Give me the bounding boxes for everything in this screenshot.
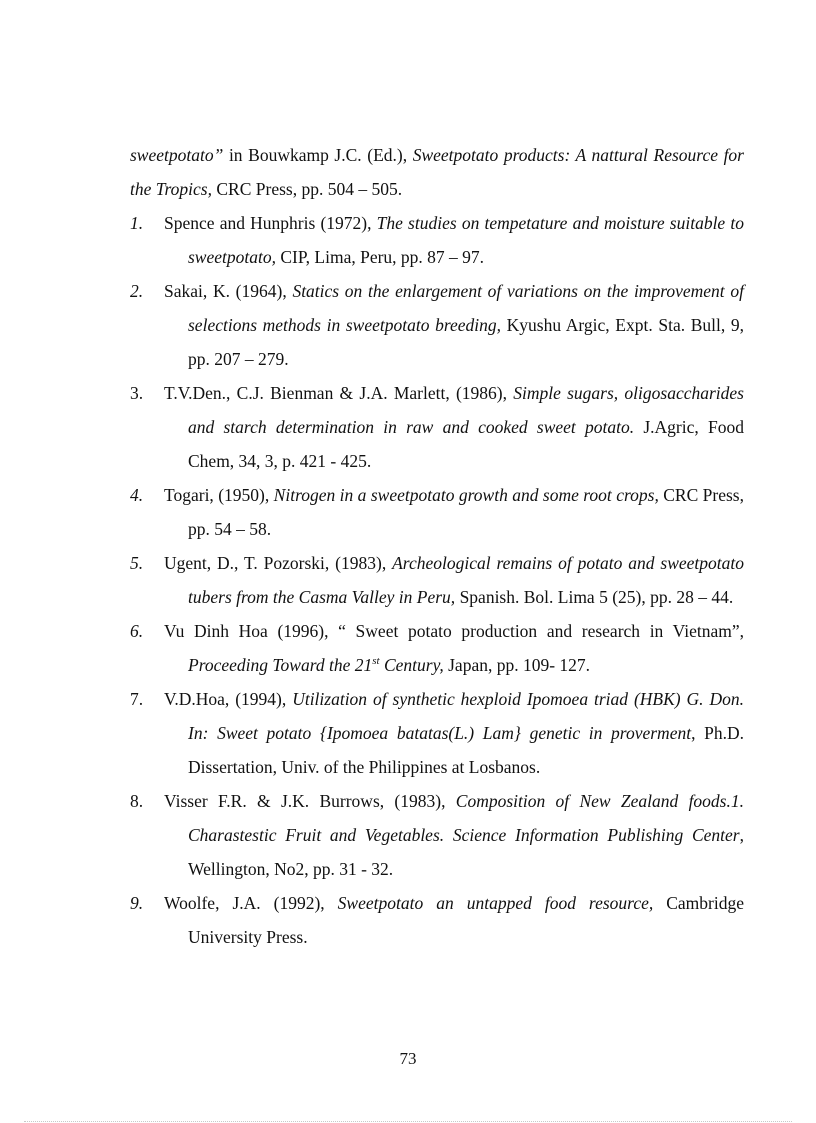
reference-authors: T.V.Den., C.J. Bienman & J.A. Marlett, (1986), [164,383,514,403]
reference-entry-5 [130,546,744,614]
continuation-title-end: sweetpotato” [130,145,224,165]
reference-entry-1 [130,206,744,274]
reference-number: 4. [130,485,144,505]
page-bottom-divider [24,1121,792,1122]
reference-number: 7. [130,689,144,709]
reference-entry-4 [130,478,744,546]
reference-entry-2 [130,274,744,376]
reference-publisher: Spanish. Bol. Lima 5 (25), pp. 28 – 44. [455,587,734,607]
page-number: 73 [399,1049,417,1068]
reference-authors: Togari, (1950), [164,485,274,505]
reference-authors: Spence and Hunphris (1972), [164,213,377,233]
reference-publisher: Japan, pp. 109- 127. [443,655,591,675]
reference-number: 1. [130,213,144,233]
reference-publisher: CRC Press, pp. 54 – 58. [188,485,744,539]
reference-authors: V.D.Hoa, (1994), [164,689,293,709]
reference-number: 5. [130,553,144,573]
continuation-source: Sweetpotato products: A nattural Resource for the Tropics, [130,145,744,199]
continuation-entry [130,138,744,206]
reference-number: 6. [130,621,144,641]
continuation-publisher: CRC Press, pp. 504 – 505. [212,179,403,199]
reference-number: 9. [130,893,144,913]
reference-title: Archeological remains of potato and sweetpotato tubers from the Casma Valley in Peru, [188,553,744,607]
reference-title: Statics on the enlargement of variations on the improvement of selections methods in sweetpotato breeding, [188,281,744,335]
reference-entry-8 [130,784,744,886]
reference-entry-7 [130,682,744,784]
reference-entry-3 [130,376,744,478]
reference-publisher: CIP, Lima, Peru, pp. 87 – 97. [275,247,485,267]
reference-authors: Vu Dinh Hoa (1996), “ Sweet potato production and research in Vietnam”, [164,621,744,641]
reference-number: 2. [130,281,144,301]
reference-title: Nitrogen in a sweetpotato growth and some root crops, [273,485,659,505]
reference-publisher: Cambridge University Press. [188,893,745,947]
reference-title-superscript: st [372,655,380,668]
reference-title: Composition of New Zealand foods.1. Charastestic Fruit and Vegetables. Science Information Publishing Center [188,791,744,845]
reference-publisher: Kyushu Argic, Expt. Sta. Bull, 9, pp. 207 – 279. [188,315,744,369]
reference-authors: Woolfe, J.A. (1992), [164,893,338,913]
reference-publisher: , Wellington, No2, pp. 31 - 32. [188,825,744,879]
reference-title: Sweetpotato an untapped food resource, [337,893,654,913]
reference-publisher: , Ph.D. Dissertation, Univ. of the Philippines at Losbanos. [188,723,744,777]
reference-number: 8. [130,791,144,811]
reference-title: Simple sugars, oligosaccharides and starch determination in raw and cooked sweet potato. [188,383,744,437]
reference-entry-6 [130,614,744,682]
reference-authors: Sakai, K. (1964), [164,281,293,301]
reference-title: The studies on tempetature and moisture suitable to sweetpotato, [188,213,744,267]
reference-number: 3. [130,383,144,403]
reference-entry-9 [130,886,744,954]
reference-title-end: Century, [379,655,444,675]
reference-title: Proceeding Toward the 21 [188,655,373,675]
continuation-text: in Bouwkamp J.C. (Ed.), [223,145,413,165]
reference-authors: Ugent, D., T. Pozorski, (1983), [164,553,393,573]
reference-authors: Visser F.R. & J.K. Burrows, (1983), [164,791,456,811]
references-list [130,138,744,954]
reference-publisher: J.Agric, Food Chem, 34, 3, p. 421 - 425. [188,417,744,471]
reference-title: Utilization of synthetic hexploid Ipomoea triad (HBK) G. Don. In: Sweet potato {Ipomoea batatas(L.) Lam} genetic in proverment [188,689,744,743]
